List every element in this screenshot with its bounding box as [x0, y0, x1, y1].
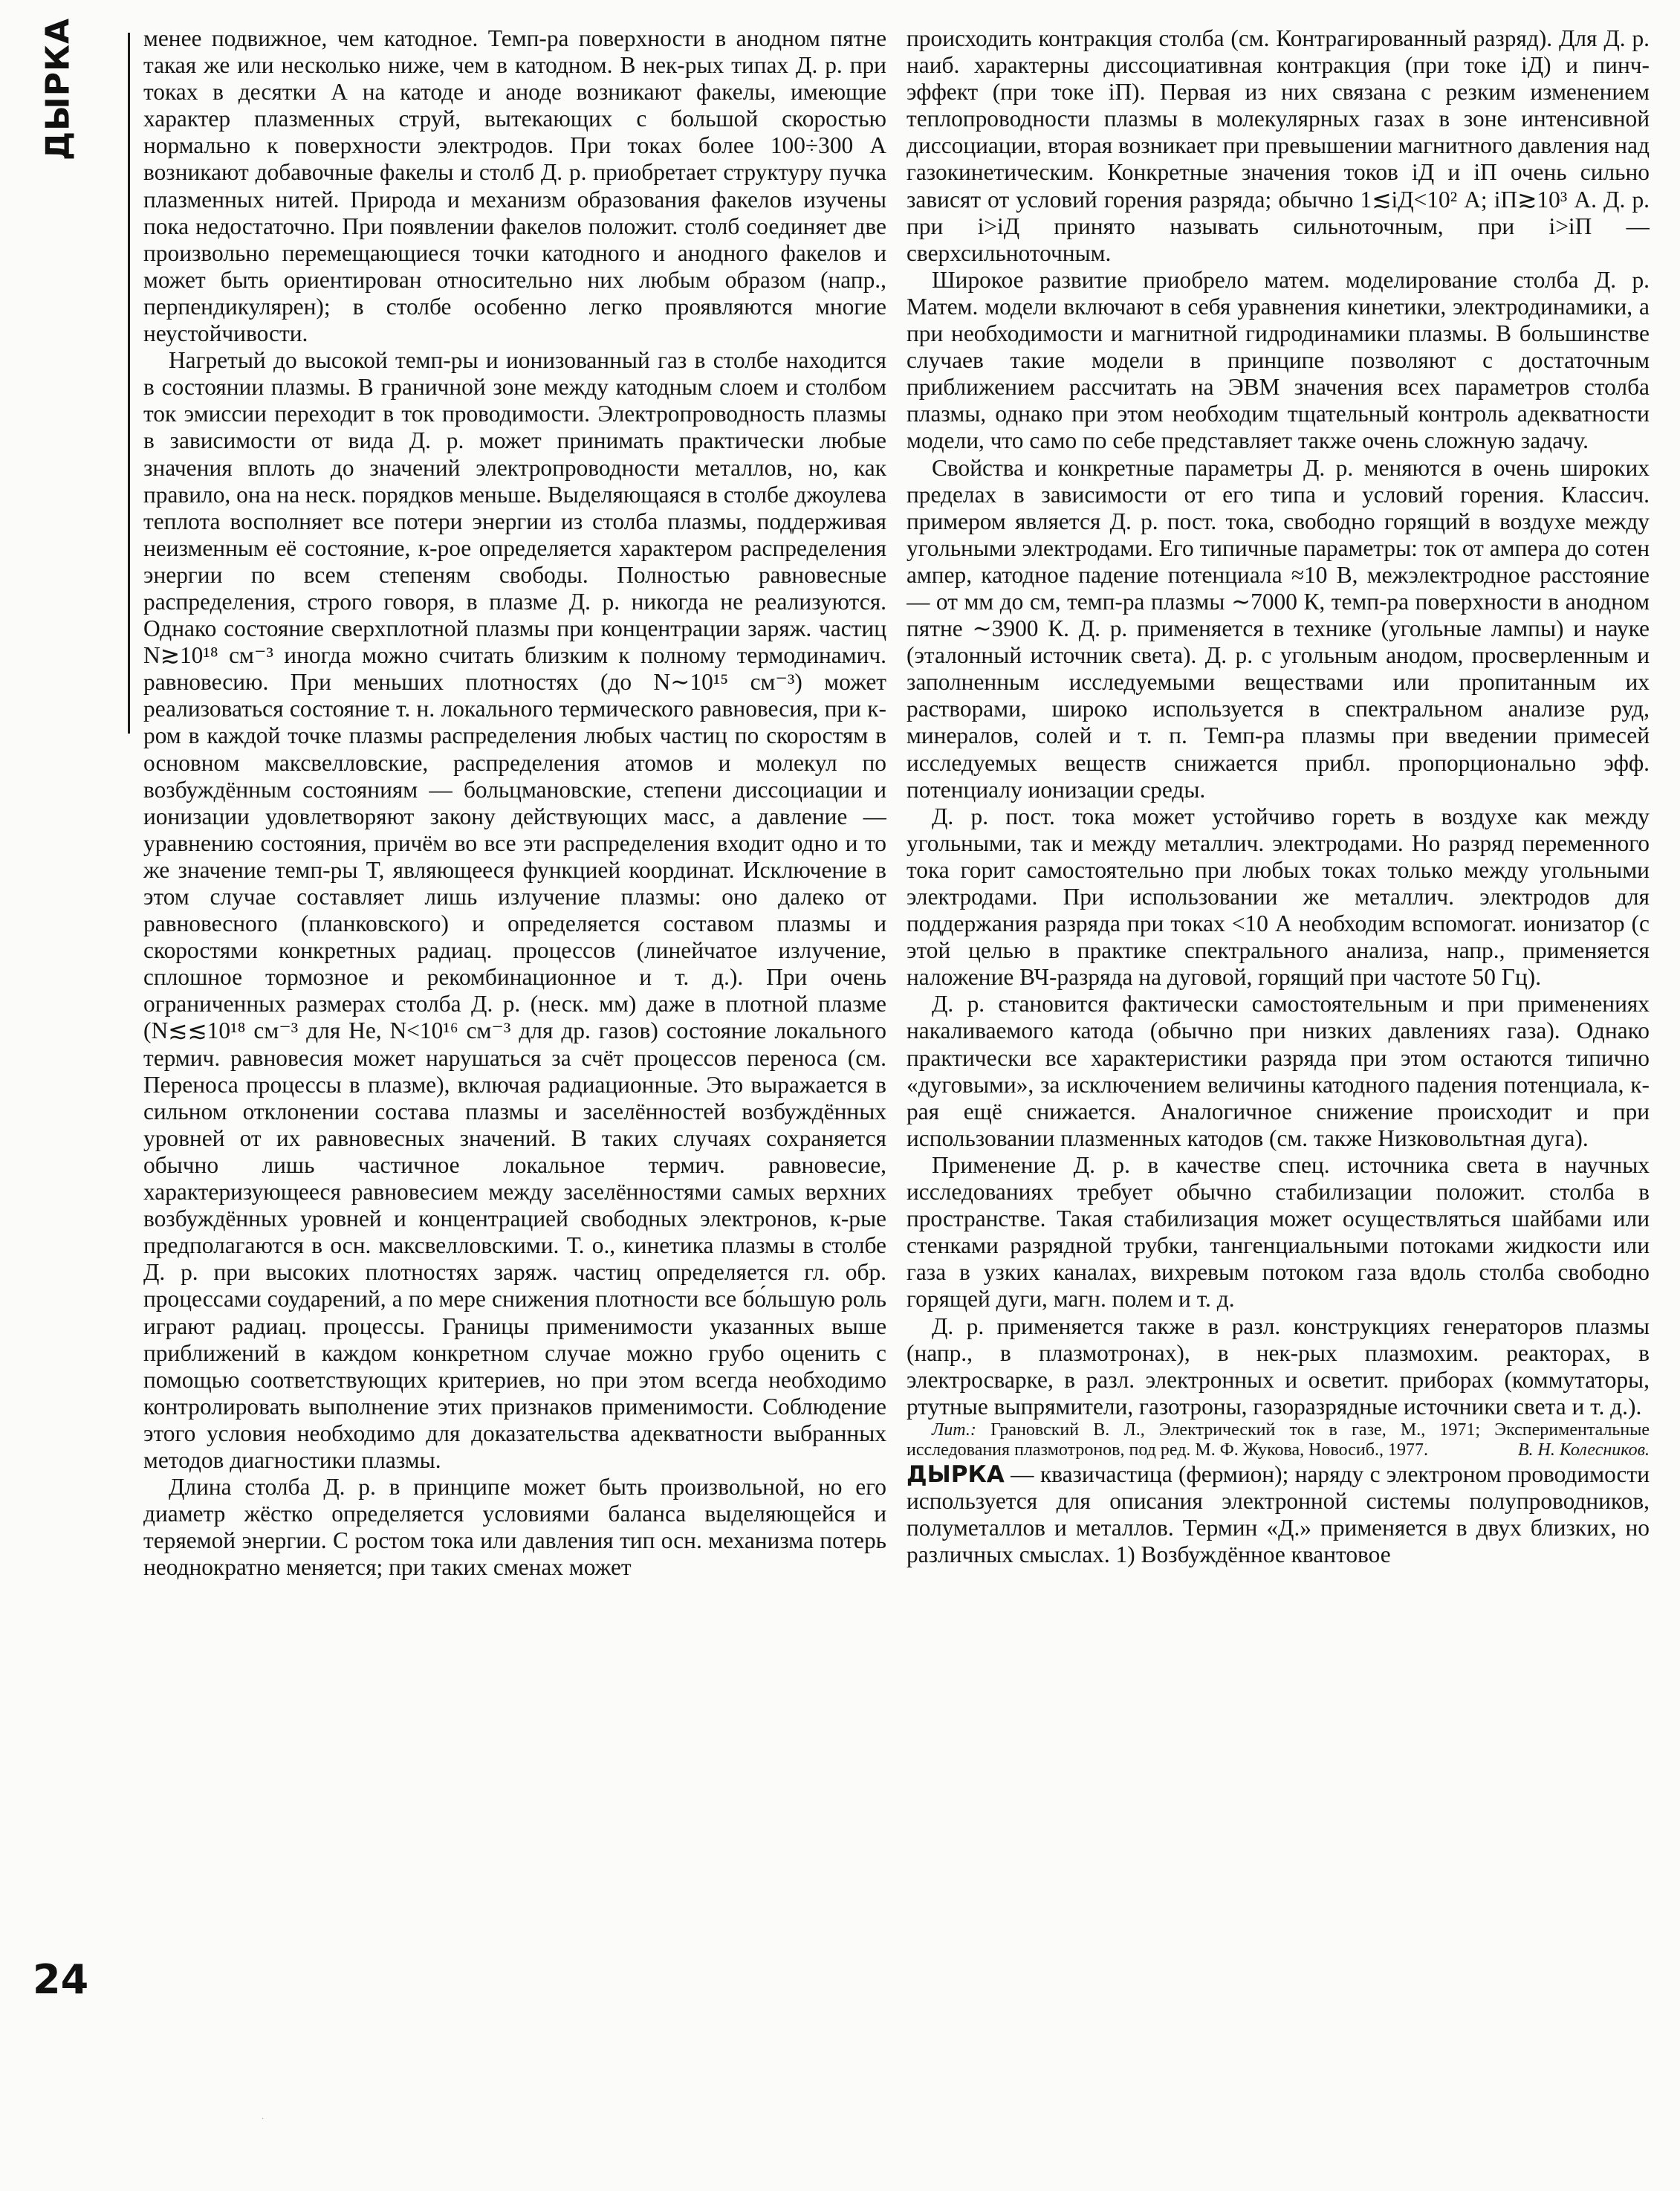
- paragraph: Длина столба Д. р. в принципе может быть произвольной, но его диаметр жёстко определяется условиями баланса выделяющейся и теряемой энергии. С ростом тока или давления тип осн. механизма потерь неоднократно меняется; при таких сменах может: [143, 1474, 886, 1581]
- scan-mark: ·: [262, 2115, 265, 2123]
- paragraph: Д. р. становится фактически самостоятельным и при применениях накаливаемого катода (обычно при низких давлениях газа). Однако практически все характеристики разряда при этом остаются типично «дуговыми», за исключением величины катодного падения потенциала, к-рая ещё снижается. Аналогичное снижение происходит и при использовании плазменных катодов (см. также Низковольтная дуга).: [907, 991, 1650, 1151]
- page-number: 24: [33, 1956, 89, 2003]
- literature-references: [907, 1420, 1650, 1461]
- next-entry: [907, 1461, 1650, 1568]
- paragraph: Применение Д. р. в качестве спец. источника света в научных исследованиях требует обычно стабилизации положит. столба в пространстве. Такая стабилизация может осуществляться шайбами или стенками разрядной трубки, тангенциальными потоками жидкости или газа в узких каналах, вихревым потоком газа вдоль столба свободно горящей дуги, магн. полем и т. д.: [907, 1151, 1650, 1313]
- entry-headword: ДЫРКА: [907, 1460, 1005, 1488]
- paragraph: происходить контракция столба (см. Контрагированный разряд). Для Д. р. наиб. характерны диссоциативная контракция (при токе iД) и пинч-эффект (при токе iП). Первая из них связана с резким изменением теплопроводности плазмы в молекулярных газах в зоне интенсивной диссоциации, вторая возникает при превышении магнитного давления над газокинетическим. Конкретные значения токов iД и iП очень сильно зависят от условий горения разряда; обычно 1≲iД<10² А; iП≳10³ А. Д. р. при i>iД принято называть сильноточным, при i>iП — сверхсильноточным.: [907, 25, 1650, 266]
- running-head-text: ДЫРКА: [39, 17, 77, 161]
- right-column: [907, 25, 1650, 2032]
- paragraph: Широкое развитие приобрело матем. моделирование столба Д. р. Матем. модели включают в себя уравнения кинетики, электродинамики, а при необходимости и магнитной гидродинамики плазмы. В большинстве случаев такие модели в принципе позволяют с достаточным приближением рассчитать на ЭВМ значения всех параметров столба плазмы, однако при этом необходим тщательный контроль адекватности модели, что само по себе представляет также очень сложную задачу.: [907, 266, 1650, 454]
- running-head: [36, 17, 80, 161]
- article-author: В. Н. Колесников.: [1517, 1440, 1650, 1460]
- paragraph: менее подвижное, чем катодное. Темп-ра поверхности в анодном пятне такая же или несколько ниже, чем в катодном. В нек-рых типах Д. р. при токах в десятки А на катоде и аноде возникают факелы, имеющие характер плазменных струй, вытекающих с большой скоростью нормально к поверхности электродов. При токах более 100÷300 А возникают добавочные факелы и столб Д. р. приобретает структуру пучка плазменных нитей. Природа и механизм образования факелов изучены пока недостаточно. При появлении факелов положит. столб соединяет две произвольно перемещающиеся точки катодного и анодного факелов и может быть ориентирован относительно них любым образом (напр., перпендикулярен); в столбе особенно легко проявляются многие неустойчивости.: [143, 25, 886, 347]
- literature-label: Лит.:: [932, 1420, 976, 1440]
- left-column: [143, 25, 886, 2032]
- paragraph: Д. р. пост. тока может устойчиво гореть в воздухе как между угольными, так и между металлич. электродами. Но разряд переменного тока горит самостоятельно при любых токах только между угольными электродами. При использовании же металлич. электродов для поддержания разряда при токах <10 А необходим вспомогат. ионизатор (с этой целью в практике спектрального анализа, напр., применяется наложение ВЧ-разряда на дуговой, горящий при частоте 50 Гц).: [907, 803, 1650, 991]
- entry-text: — квазичастица (фермион); наряду с электроном проводимости используется для описания электронной системы полупроводников, полуметаллов и металлов. Термин «Д.» применяется в двух близких, но различных смыслах. 1) Возбуждённое квантовое: [907, 1460, 1650, 1568]
- paragraph: Свойства и конкретные параметры Д. р. меняются в очень широких пределах в зависимости от его типа и условий горения. Классич. примером является Д. р. пост. тока, свободно горящий в воздухе между угольными электродами. Его типичные параметры: ток от ампера до сотен ампер, катодное падение потенциала ≈10 В, межэлектродное расстояние — от мм до см, темп-ра плазмы ∼7000 К, темп-ра поверхности в анодном пятне ∼3900 К. Д. р. применяется в технике (угольные лампы) и науке (эталонный источник света). Д. р. с угольным анодом, просверленным и заполненным исследуемыми веществами или пропитанным их растворами, широко используется в спектральном анализе руд, минералов, солей и т. п. Темп-ра плазмы при введении примесей исследуемых веществ снижается прибл. пропорционально эфф. потенциалу ионизации среды.: [907, 454, 1650, 803]
- literature-text: Грановский В. Л., Электрический ток в газе, М., 1971; Экспериментальные исследования плазмотронов, под ред. М. Ф. Жукова, Новосиб., 1977.: [907, 1420, 1650, 1460]
- paragraph: Д. р. применяется также в разл. конструкциях генераторов плазмы (напр., в плазмотронах), в нек-рых плазмохим. реакторах, в электросварке, в разл. электронных и осветит. приборах (коммутаторы, ртутные выпрямители, газотроны, газоразрядные источники света и т. д.).: [907, 1313, 1650, 1420]
- running-head-rule: [128, 33, 130, 734]
- paragraph: Нагретый до высокой темп-ры и ионизованный газ в столбе находится в состоянии плазмы. В граничной зоне между катодным слоем и столбом ток эмиссии переходит в ток проводимости. Электропроводность плазмы в зависимости от вида Д. р. может принимать практически любые значения вплоть до значений электропроводности металлов, но, как правило, она на неск. порядков меньше. Выделяющаяся в столбе джоулева теплота восполняет все потери энергии из столба плазмы, поддерживая неизменным её состояние, к-рое определяется характером распределения энергии по всем степеням свободы. Полностью равновесные распределения, строго говоря, в плазме Д. р. никогда не реализуются. Однако состояние сверхплотной плазмы при концентрации заряж. частиц N≳10¹⁸ см⁻³ иногда можно считать близким к полному термодинамич. равновесию. При меньших плотностях (до N∼10¹⁵ см⁻³) может реализоваться состояние т. н. локального термического равновесия, при к-ром в каждой точке плазмы распределения любых частиц по скоростям в основном максвелловские, распределения атомов и молекул по возбуждённым состояниям — больцмановские, степени диссоциации и ионизации удовлетворяют закону действующих масс, а давление — уравнению состояния, причём во все эти распределения входит одно и то же значение темп-ры T, являющееся функцией координат. Исключение в этом случае составляет лишь излучение плазмы: оно далеко от равновесного (планковского) и определяется составом плазмы и скоростями конкретных радиац. процессов (линейчатое излучение, сплошное тормозное и рекомбинационное и т. д.). При очень ограниченных размерах столба Д. р. (неск. мм) даже в плотной плазме (N≲≲10¹⁸ см⁻³ для Не, N<10¹⁶ см⁻³ для др. газов) состояние локального термич. равновесия может нарушаться за счёт процессов переноса (см. Переноса процессы в плазме), включая радиационные. Это выражается в сильном отклонении состава плазмы и заселённостей возбуждённых уровней от их равновесных значений. В таких случаях сохраняется обычно лишь частичное локальное термич. равновесие, характеризующееся равновесием между заселённостями самых верхних возбуждённых уровней и концентрацией свободных электронов, к-рые предполагаются в осн. максвелловскими. Т. о., кинетика плазмы в столбе Д. р. при высоких плотностях заряж. частиц определяется гл. обр. процессами соударений, а по мере снижения плотности все бо́льшую роль играют радиац. процессы. Границы применимости указанных выше приближений в каждом конкретном случае можно грубо оценить с помощью соответствующих критериев, но при этом всегда необходимо контролировать выполнение этих признаков применимости. Соблюдение этого условия необходимо для доказательства адекватности выбранных методов диагностики плазмы.: [143, 347, 886, 1473]
